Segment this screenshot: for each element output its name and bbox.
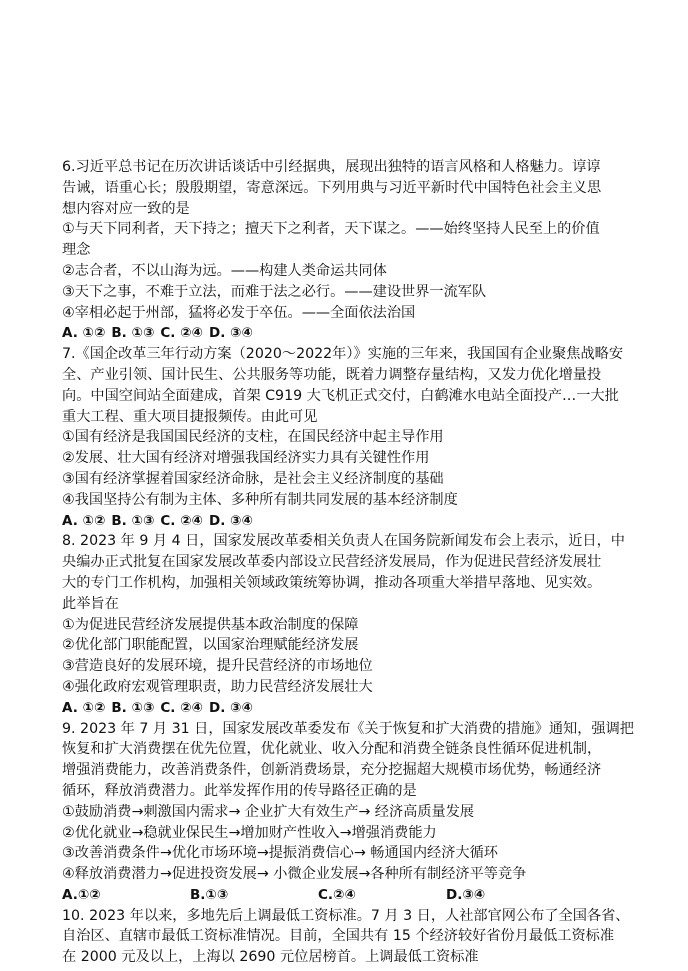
question-stem-line: 告诫，语重心长；殷殷期望，寄意深远。下列用典与习近平新时代中国特色社会主义思 bbox=[62, 179, 602, 196]
option-a: A. ①② bbox=[62, 512, 106, 529]
question-stem-line: 6.习近平总书记在历次讲话谈话中引经据典，展现出独特的语言风格和人格魅力。谆谆 bbox=[62, 159, 601, 175]
answer-options bbox=[62, 698, 642, 719]
question-7 bbox=[62, 344, 642, 531]
question-stem-line: 7.《国企改革三年行动方案（2020～2022年）》实施的三年来，我国国有企业聚焦战略安 bbox=[62, 346, 624, 363]
option-c: C. ②④ bbox=[160, 325, 203, 342]
option-d: D. ③④ bbox=[208, 512, 253, 529]
statement-item: ④强化政府宏观管理职责，助力民营经济发展壮大 bbox=[62, 678, 373, 695]
answer-options bbox=[62, 511, 642, 532]
question-8 bbox=[62, 531, 642, 718]
statement-item: ③营造良好的发展环境，提升民营经济的市场地位 bbox=[62, 658, 373, 675]
question-stem-line: 循环，释放消费潜力。此举发挥作用的传导路径正确的是 bbox=[62, 782, 417, 799]
question-stem-line: 在 2000 元及以上，上海以 2690 元位居榜首。上调最低工资标准 bbox=[62, 949, 479, 966]
statement-item: ①与天下同利者，天下持之；擅天下之利者，天下谋之。——始终坚持人民至上的价值 bbox=[62, 221, 600, 238]
question-6 bbox=[62, 157, 642, 344]
option-d: D. ③④ bbox=[208, 699, 253, 716]
statement-item: ④宰相必起于州部，猛将必发于卒伍。——全面依法治国 bbox=[62, 304, 416, 321]
option-b: B. ①③ bbox=[111, 699, 155, 716]
statement-item: ④释放消费潜力→促进投资发展→ 小微企业发展→各种所有制经济平等竞争 bbox=[62, 866, 527, 883]
question-stem-line: 大的专门工作机构，加强相关领域政策统筹协调，推动各项重大举措早落地、见实效。 bbox=[62, 574, 602, 591]
exam-page bbox=[62, 157, 642, 968]
question-stem-line: 8. 2023 年 9 月 4 日，国家发展改革委相关负责人在国务院新闻发布会上表示，近日，中 bbox=[62, 533, 625, 550]
answer-options bbox=[62, 885, 642, 906]
option-b: B.①③ bbox=[190, 886, 229, 903]
statement-item: ②发展、壮大国有经济对增强我国经济实力具有关键性作用 bbox=[62, 450, 430, 467]
question-stem-line: 恢复和扩大消费摆在优先位置，优化就业、收入分配和消费全链条良性循环促进机制， bbox=[62, 741, 602, 758]
statement-item: 理念 bbox=[62, 242, 91, 259]
question-stem-line: 此举旨在 bbox=[62, 595, 119, 612]
option-a: A. ①② bbox=[62, 699, 106, 716]
question-stem-line: 全、产业引领、国计民生、公共服务等功能，既着力调整存量结构，又发力优化增量投 bbox=[62, 366, 602, 383]
statement-item: ①为促进民营经济发展提供基本政治制度的保障 bbox=[62, 616, 359, 633]
statement-item: ②优化就业→稳就业保民生→增加财产性收入→增强消费能力 bbox=[62, 824, 437, 841]
answer-options bbox=[62, 323, 642, 344]
option-b: B. ①③ bbox=[111, 512, 155, 529]
statement-item: ①国有经济是我国国民经济的支柱，在国民经济中起主导作用 bbox=[62, 429, 444, 446]
statement-item: ③国有经济掌握着国家经济命脉，是社会主义经济制度的基础 bbox=[62, 470, 444, 487]
question-stem-line: 增强消费能力，改善消费条件，创新消费场景，充分挖掘超大规模市场优势，畅通经济 bbox=[62, 762, 602, 779]
question-stem-line: 想内容对应一致的是 bbox=[62, 200, 190, 217]
statement-item: ④我国坚持公有制为主体、多种所有制共同发展的基本经济制度 bbox=[62, 491, 458, 508]
option-a: A. ①② bbox=[62, 325, 106, 342]
statement-item: ②志合者，不以山海为远。——构建人类命运共同体 bbox=[62, 262, 387, 279]
question-stem-line: 9. 2023 年 7 月 31 日，国家发展改革委发布《关于恢复和扩大消费的措施》通知，强调把 bbox=[62, 720, 634, 737]
question-10 bbox=[62, 906, 642, 968]
option-b: B. ①③ bbox=[111, 325, 155, 342]
question-stem-line: 重大工程、重大项目捷报频传。由此可见 bbox=[62, 408, 318, 425]
statement-item: ②优化部门职能配置，以国家治理赋能经济发展 bbox=[62, 637, 359, 654]
question-stem-line: 10. 2023 年以来，多地先后上调最低工资标准。7 月 3 日，人社部官网公布了全国各省、 bbox=[62, 907, 630, 924]
option-d: D.③④ bbox=[446, 886, 486, 903]
question-9 bbox=[62, 719, 642, 906]
option-d: D. ③④ bbox=[208, 325, 253, 342]
statement-item: ③天下之事，不难于立法，而难于法之必行。——建设世界一流军队 bbox=[62, 283, 487, 300]
option-a: A.①② bbox=[62, 886, 101, 903]
statement-item: ③改善消费条件→优化市场环境→提振消费信心→ 畅通国内经济大循环 bbox=[62, 845, 498, 862]
option-c: C. ②④ bbox=[160, 512, 203, 529]
question-stem-line: 自治区、直辖市最低工资标准情况。目前，全国共有 15 个经济较好省份月最低工资标准 bbox=[62, 928, 615, 945]
option-c: C.②④ bbox=[318, 886, 356, 903]
question-stem-line: 向。中国空间站全面建成，首架 C919 大飞机正式交付，白鹤滩水电站全面投产…一大批 bbox=[62, 387, 619, 404]
option-c: C. ②④ bbox=[160, 699, 203, 716]
statement-item: ①鼓励消费→刺激国内需求→ 企业扩大有效生产→ 经济高质量发展 bbox=[62, 803, 475, 820]
question-stem-line: 央编办正式批复在国家发展改革委内部设立民营经济发展局，作为促进民营经济发展壮 bbox=[62, 554, 602, 571]
